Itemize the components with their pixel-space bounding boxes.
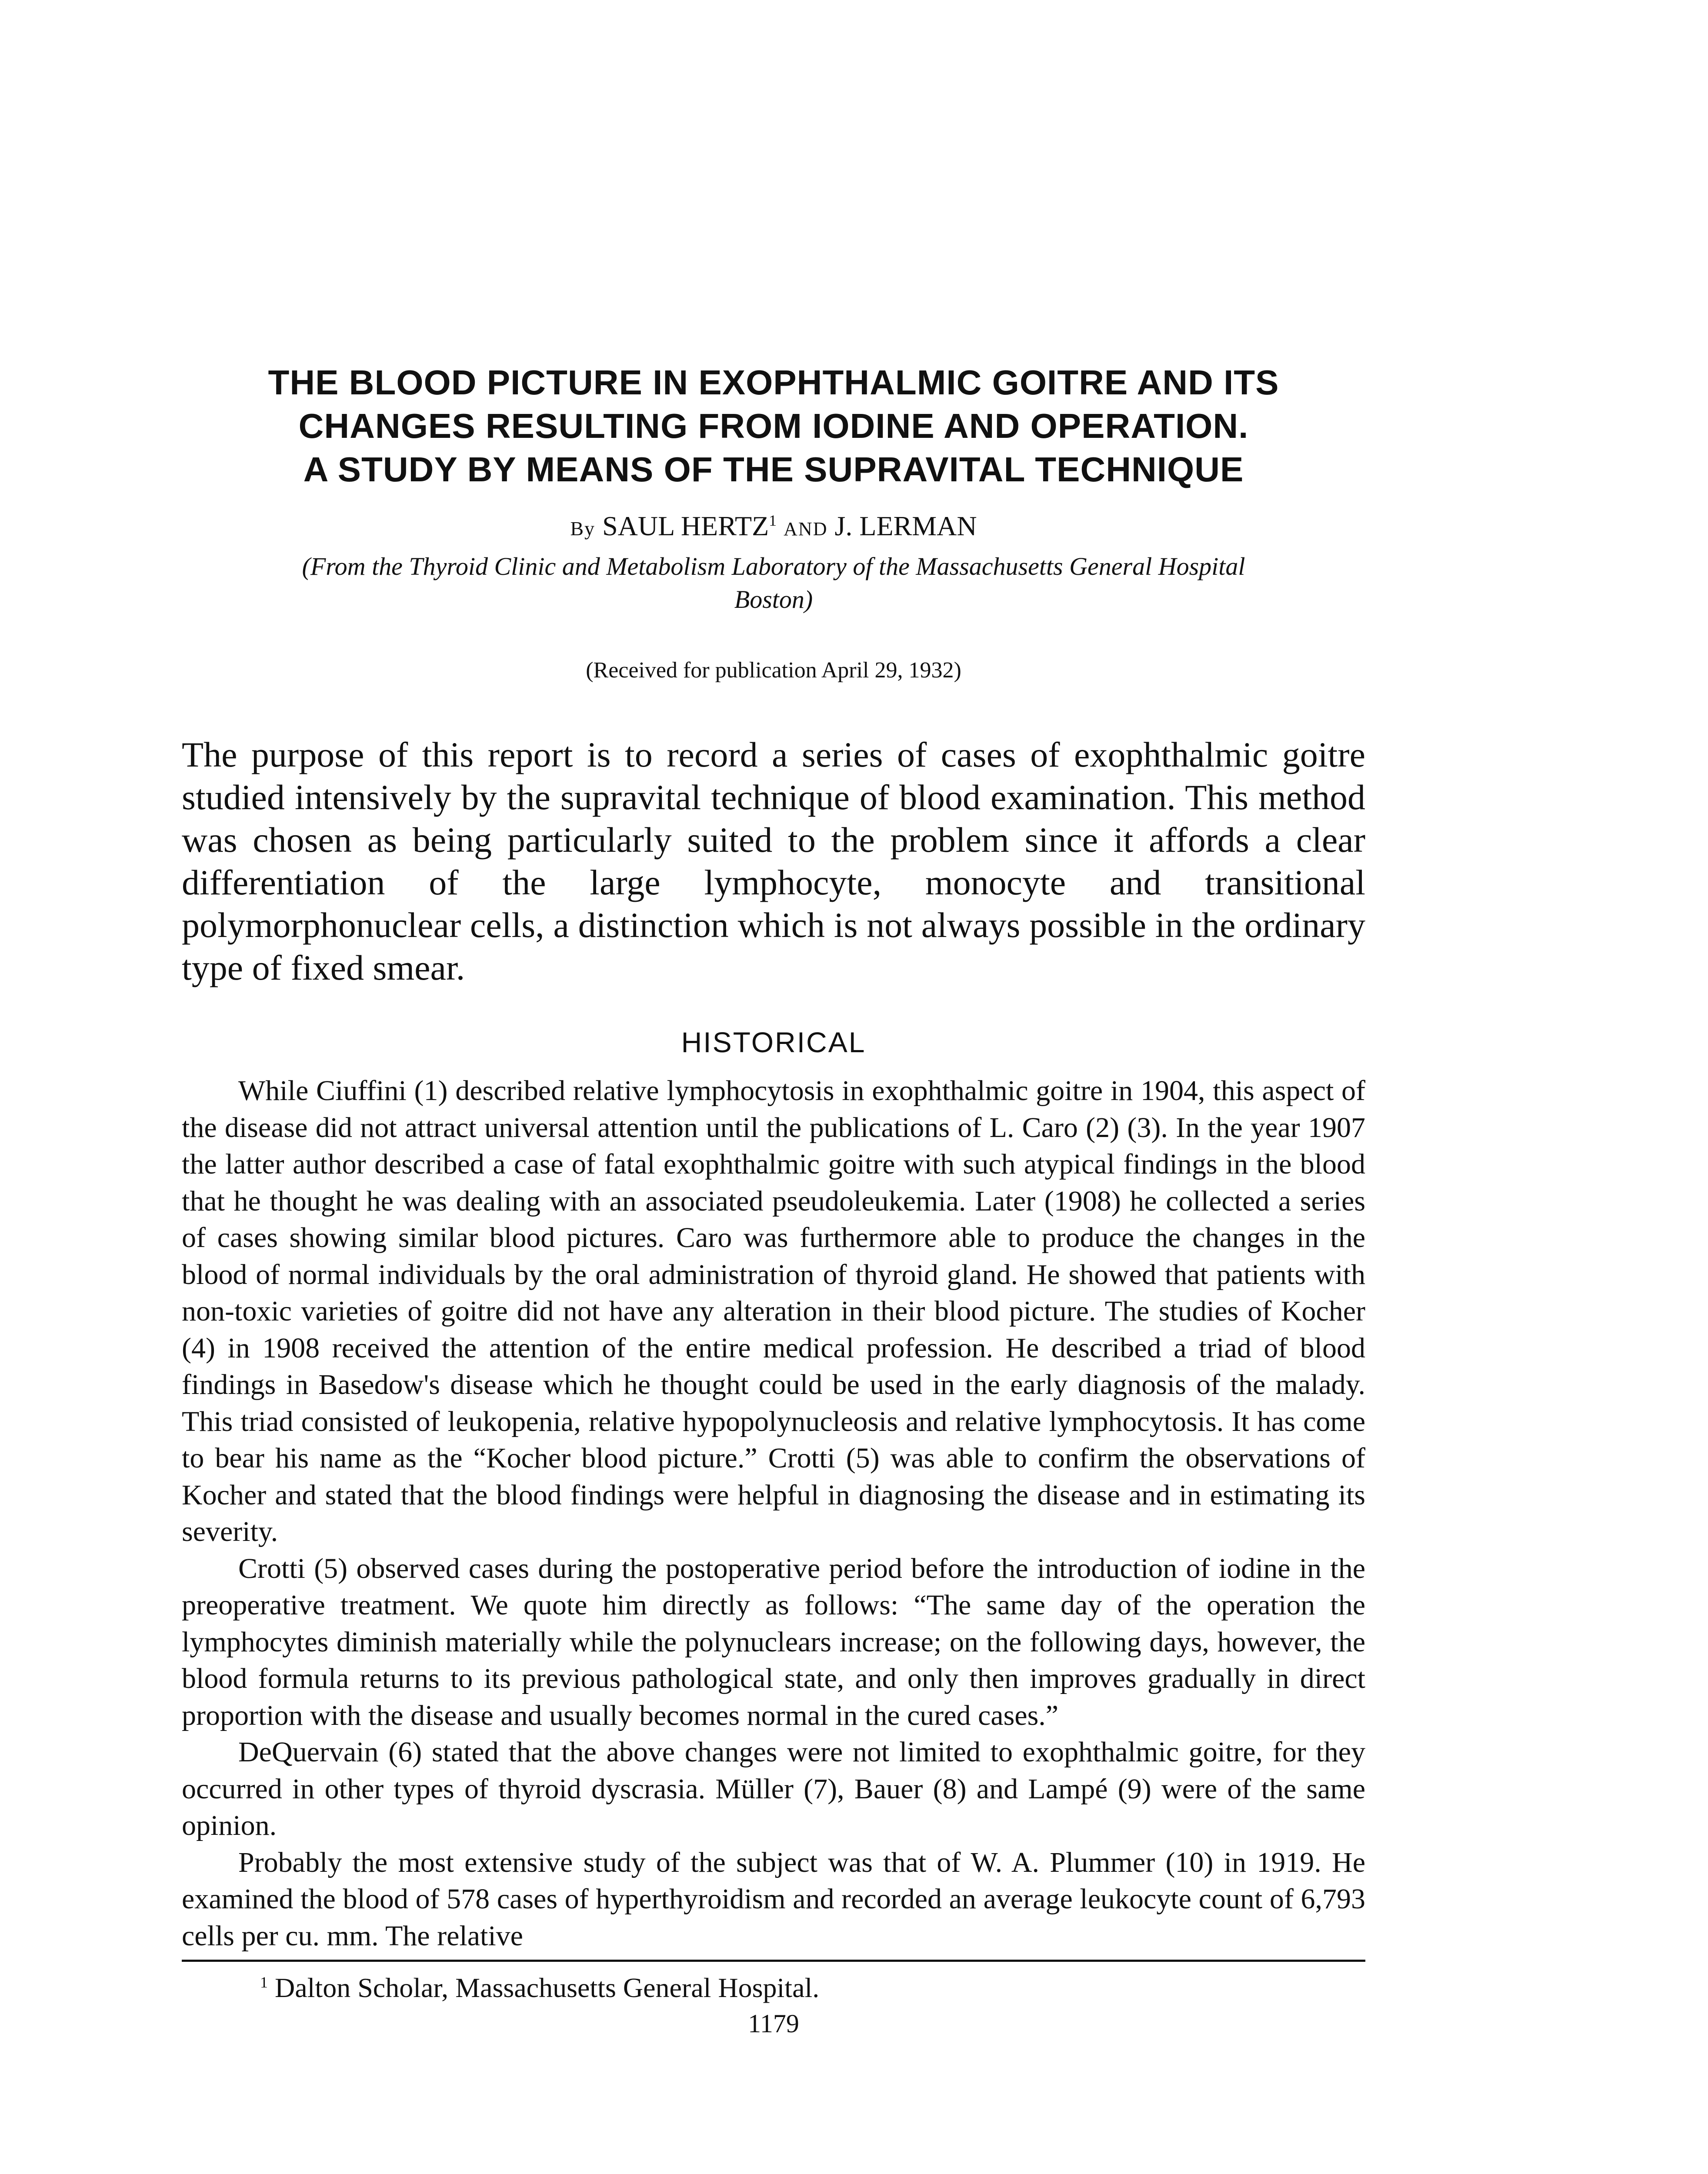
body-paragraph: While Ciuffini (1) described relative lymphocytosis in exophthalmic goitre in 1904, this aspect of the disease did not attract universal attention until the publications of L. Caro (2) (3). In the year 1907 the latter author described a case of fatal exophthalmic goitre with such atypical findings in the blood that he thought he was dealing with an associated pseudoleukemia. Later (1908) he collected a series of cases showing similar blood pictures. Caro was furthermore able to produce the changes in the blood of normal individuals by the oral administration of thyroid gland. He showed that patients with non-toxic varieties of goitre did not have any alteration in their blood picture. The studies of Kocher (4) in 1908 received the attention of the entire medical profession. He described a triad of blood findings in Basedow's disease which he thought could be used in the early diagnosis of the malady. This triad consisted of leukopenia, relative hypopolynucleosis and relative lymphocytosis. It has come to bear his name as the “Kocher blood picture.” Crotti (5) was able to confirm the observations of Kocher and stated that the blood findings were helpful in diagnosing the disease and in estimating its severity. bbox=[182, 1075, 1365, 1547]
footnote-marker: 1 bbox=[260, 1974, 268, 1991]
section-heading: HISTORICAL bbox=[681, 1026, 866, 1058]
author-name: SAUL HERTZ bbox=[602, 510, 769, 541]
title-line: THE BLOOD PICTURE IN EXOPHTHALMIC GOITRE AND ITS bbox=[268, 363, 1279, 402]
article-title bbox=[182, 361, 1365, 491]
author-byline bbox=[182, 509, 1365, 547]
article-page bbox=[182, 361, 1365, 2040]
footnote bbox=[182, 1971, 1365, 2005]
affiliation-line: (From the Thyroid Clinic and Metabolism Laboratory of the Massachusetts General Hospital bbox=[302, 552, 1245, 580]
affiliation-line: Boston) bbox=[734, 585, 813, 614]
body-paragraph: Probably the most extensive study of the subject was that of W. A. Plummer (10) in 1919. He examined the blood of 578 cases of hyperthyroidism and recorded an average leukocyte count of 6,793 cells per cu. mm. The relative bbox=[182, 1846, 1365, 1952]
byline-by: By bbox=[570, 517, 596, 540]
byline-and: AND bbox=[784, 518, 828, 540]
page-number: 1179 bbox=[748, 2009, 799, 2038]
affiliation bbox=[182, 550, 1365, 616]
title-line: A STUDY BY MEANS OF THE SUPRAVITAL TECHNIQUE bbox=[303, 450, 1244, 489]
body-paragraph: Crotti (5) observed cases during the postoperative period before the introduction of iodine in the preoperative treatment. We quote him directly as follows: “The same day of the operation the lymphocytes diminish materially while the polynuclears increase; on the following days, however, the blood formula returns to its previous pathological state, and only then improves gradually in direct proportion with the disease and usually becomes normal in the cured cases.” bbox=[182, 1552, 1365, 1731]
footnote-text: Dalton Scholar, Massachusetts General Hospital. bbox=[275, 1972, 820, 2003]
footnote-divider bbox=[182, 1960, 1365, 1962]
title-line: CHANGES RESULTING FROM IODINE AND OPERATION. bbox=[298, 407, 1249, 445]
body-text bbox=[182, 1073, 1365, 1954]
intro-paragraph: The purpose of this report is to record a series of cases of exophthalmic goitre studied intensively by the supravital technique of blood examination. This method was chosen as being particularly suited to the problem since it affords a clear differentiation of the large lymphocyte, monocyte and transitional polymorphonuclear cells, a distinction which is not always possible in the ordinary type of fixed smear. bbox=[182, 735, 1365, 987]
received-date: (Received for publication April 29, 1932) bbox=[586, 658, 961, 683]
footnote-marker: 1 bbox=[769, 512, 777, 529]
author-name: J. LERMAN bbox=[834, 510, 977, 541]
body-paragraph: DeQuervain (6) stated that the above changes were not limited to exophthalmic goitre, for they occurred in other types of thyroid dyscrasia. Müller (7), Bauer (8) and Lampé (9) were of the same opinion. bbox=[182, 1736, 1365, 1841]
